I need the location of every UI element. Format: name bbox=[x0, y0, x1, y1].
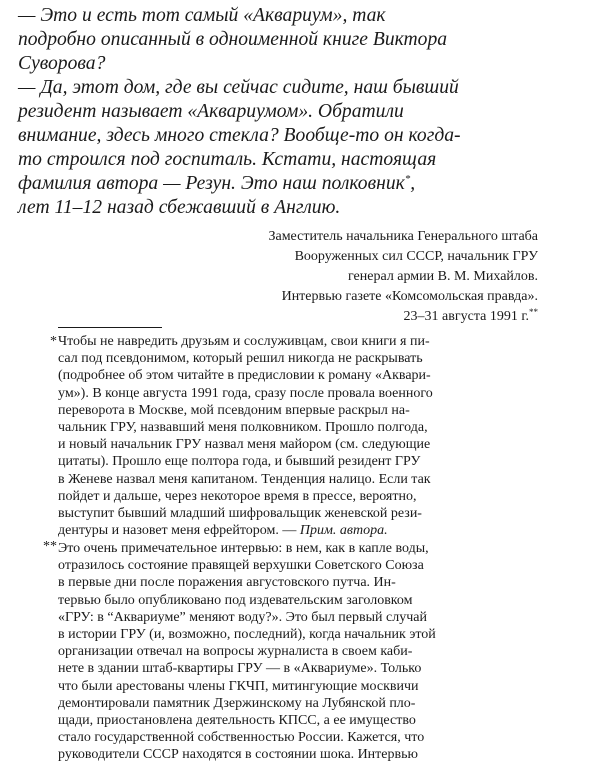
epigraph-line: — Да, этот дом, где вы сейчас сидите, наш бывший bbox=[18, 77, 459, 98]
footnote-line: щади, приостановлена деятельность КПСС, а ее имущество bbox=[58, 713, 416, 729]
author-note-signature: Прим. автора. bbox=[299, 523, 388, 539]
footnote-line: чальник ГРУ, назвавший меня полковником. Прошло полгода, bbox=[58, 420, 428, 436]
attribution-line bbox=[268, 307, 538, 327]
epigraph-line: то строился под госпиталь. Кстати, настоящая bbox=[18, 149, 437, 170]
footnote-line: в Женеве назвал меня капитаном. Тенденция налицо. Если так bbox=[58, 471, 431, 487]
footnote-line: в истории ГРУ (и, возможно, последний), когда начальник этой bbox=[58, 627, 436, 643]
epigraph-comma: , bbox=[410, 173, 416, 194]
footnote-1 bbox=[50, 333, 518, 539]
footnote-line: тервью было опубликовано под издевательским заголовком bbox=[58, 592, 413, 608]
epigraph-line: — Это и есть тот самый «Аквариум», так bbox=[18, 5, 386, 26]
epigraph-line: внимание, здесь много стекла? Вообще-то он когда- bbox=[18, 125, 461, 146]
footnote-line: отразилось состояние правящей верхушки Советского Союза bbox=[58, 558, 424, 574]
footnote-marker: ** bbox=[43, 539, 57, 554]
epigraph-line-text: фамилия автора — Резун. Это наш полковник bbox=[18, 173, 405, 194]
footnote-line-text: дентуры и назовет меня ефрейтором. — bbox=[58, 523, 297, 539]
epigraph-line: лет 11–12 назад сбежавший в Англию. bbox=[18, 197, 341, 218]
epigraph-attribution bbox=[268, 227, 538, 327]
footnote-line: нете в здании штаб-квартиры ГРУ — в «Аквариуме». Только bbox=[58, 661, 422, 677]
epigraph-quote bbox=[18, 4, 578, 220]
footnote-line: Это очень примечательное интервью: в нем, как в капле воды, bbox=[58, 541, 429, 556]
footnote-line: сал под псевдонимом, который решил никогда не раскрывать bbox=[58, 351, 423, 367]
footnote-line: выступит бывший младший шифровальщик женевской рези- bbox=[58, 506, 422, 522]
epigraph-line: подробно описанный в одноименной книге Виктора bbox=[18, 29, 448, 50]
footnote-line: и новый начальник ГРУ назвал меня майором (см. следующие bbox=[58, 437, 431, 453]
footnote-line: переворота в Москве, мой псевдоним впервые раскрыл на- bbox=[58, 402, 410, 418]
footnote-line: стало государственной собственностью России. Кажется, что bbox=[58, 730, 425, 746]
attribution-line: Заместитель начальника Генерального штаба bbox=[268, 229, 538, 244]
footnote-line: цитаты). Прошло еще полтора года, и бывший резидент ГРУ bbox=[58, 454, 421, 470]
attribution-line: Вооруженных сил СССР, начальник ГРУ bbox=[294, 249, 538, 264]
footnote-line: пойдет и дальше, через некоторое время в прессе, вероятно, bbox=[58, 488, 417, 504]
attribution-line: генерал армии В. М. Михайлов. bbox=[348, 269, 538, 284]
footnote-line: Чтобы не навредить друзьям и сослуживцам, свои книги я пи- bbox=[58, 334, 430, 349]
attribution-date: 23–31 августа 1991 г. bbox=[403, 309, 529, 324]
footnote-2 bbox=[43, 539, 518, 764]
footnote-line: демонтировали памятник Дзержинскому на Лубянской пло- bbox=[58, 695, 416, 711]
footnote-marker: * bbox=[50, 334, 57, 349]
footnote-line bbox=[58, 522, 518, 539]
footnote-line: в первые дни после поражения августовского путча. Ин- bbox=[58, 575, 396, 591]
footnote-line: (подробнее об этом читайте в предисловии к роману «Аквари- bbox=[58, 368, 431, 384]
footnote-reference[interactable]: ** bbox=[529, 307, 538, 317]
footnote-line: «ГРУ: в “Аквариуме” меняют воду?». Это был первый случай bbox=[58, 609, 427, 625]
footnote-line: ум»). В конце августа 1991 года, сразу после провала военного bbox=[58, 385, 433, 401]
epigraph-line: Суворова? bbox=[18, 53, 106, 74]
footnote-reference[interactable]: * bbox=[404, 173, 411, 185]
footnote-separator bbox=[58, 327, 162, 328]
footnote-line: организации отвечал на вопросы журналиста в своем каби- bbox=[58, 644, 413, 660]
epigraph-line bbox=[18, 172, 578, 196]
footnote-line: что были арестованы члены ГКЧП, митингующие москвичи bbox=[58, 678, 419, 694]
footnote-line: руководители СССР находятся в состоянии шока. Интервью bbox=[58, 747, 418, 763]
epigraph-line: резидент называет «Аквариумом». Обратили bbox=[18, 101, 404, 122]
attribution-line: Интервью газете «Комсомольская правда». bbox=[281, 289, 538, 304]
